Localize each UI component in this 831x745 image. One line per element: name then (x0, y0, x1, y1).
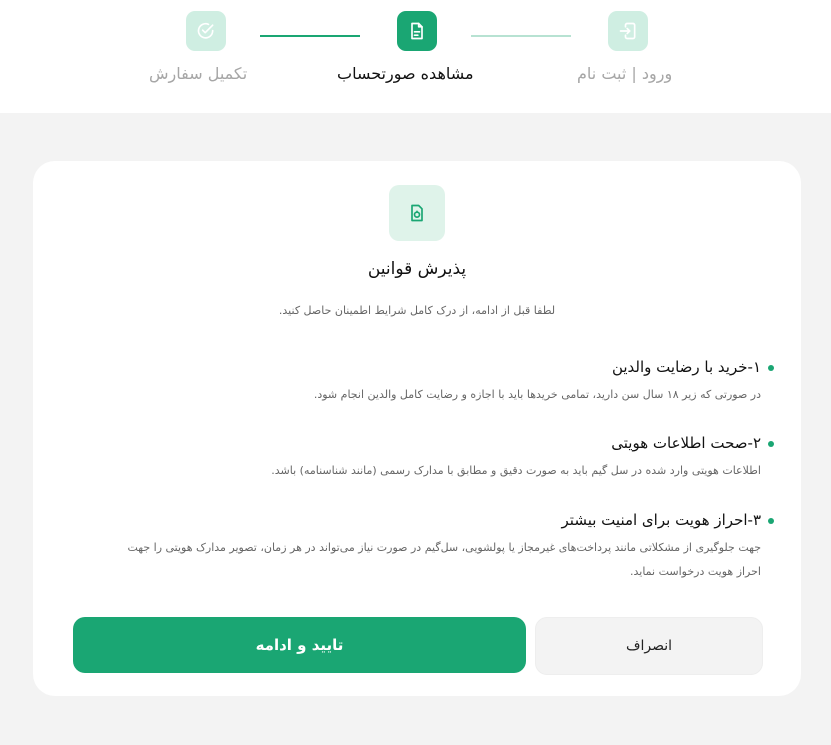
cancel-button[interactable]: انصراف (535, 617, 763, 675)
rule-title: ۱-خرید با رضایت والدین (612, 358, 774, 376)
rule-body: جهت جلوگیری از مشکلاتی مانند پرداخت‌های غیرمجاز یا پولشویی، سل‌گیم در صورت نیاز می‌تواند در هر زمان، تصویر مدارک هویتی را جهت (127, 541, 761, 554)
sign-in-icon[interactable] (608, 11, 648, 51)
checkout-stepper (0, 0, 831, 113)
bullet-dot (768, 518, 774, 524)
bullet-dot (768, 441, 774, 447)
step-label-complete-order[interactable]: تکمیل سفارش (149, 64, 248, 83)
rule-title: ۲-صحت اطلاعات هویتی (611, 434, 774, 452)
terms-title: پذیرش قوانین (367, 259, 467, 279)
rule-body: احراز هویت درخواست نماید. (629, 565, 761, 578)
confirm-continue-button[interactable]: تایید و ادامه (73, 617, 526, 673)
check-circle-icon[interactable] (186, 11, 226, 51)
terms-subtitle: لطفا قبل از ادامه، از درک کامل شرایط اطمینان حاصل کنید. (278, 304, 556, 317)
invoice-icon[interactable] (397, 11, 437, 51)
step-connector (260, 35, 360, 37)
shield-document-icon (389, 185, 445, 241)
bullet-dot (768, 365, 774, 371)
step-connector (471, 35, 571, 37)
rule-body: اطلاعات هویتی وارد شده در سل گیم باید به صورت دقیق و مطابق با مدارک رسمی (مانند شناسنامه) باشد. (271, 464, 761, 477)
step-label-login[interactable]: ورود | ثبت نام (577, 64, 673, 83)
rule-body: در صورتی که زیر ۱۸ سال سن دارید، تمامی خریدها باید با اجازه و رضایت کامل والدین انجام شود. (313, 388, 761, 401)
step-label-invoice[interactable]: مشاهده صورتحساب (337, 64, 474, 83)
terms-card (33, 161, 801, 696)
rule-title: ۳-احراز هویت برای امنیت بیشتر (562, 511, 774, 529)
